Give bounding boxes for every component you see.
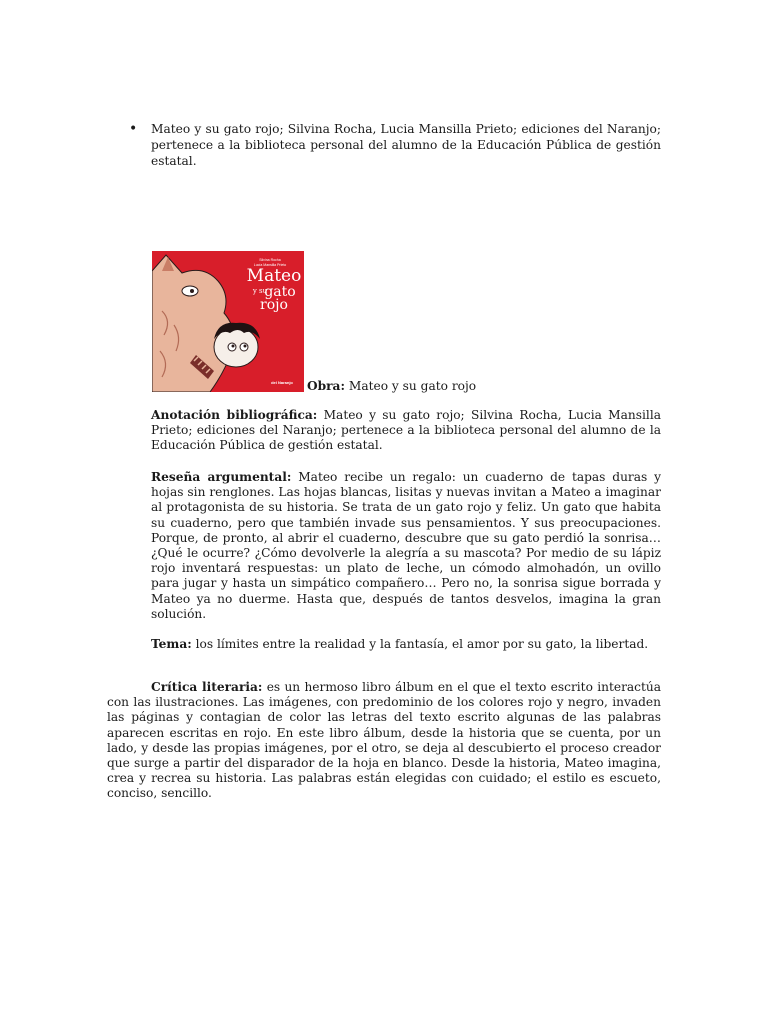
critica-paragraph [107, 680, 661, 802]
book-cover-illustration [152, 251, 304, 392]
resena-label: Reseña argumental: [151, 470, 292, 484]
anotacion-paragraph [151, 408, 661, 454]
resena-paragraph [151, 470, 661, 622]
tema-paragraph [151, 637, 661, 652]
cover-title-line1: Mateo [246, 266, 302, 286]
cover-title-line3: gato [264, 284, 296, 300]
tema-text: los límites entre la realidad y la fantasía, el amor por su gato, la libertad. [195, 637, 649, 651]
cover-author-2: Lucía Mansilla Prieto [253, 263, 287, 267]
cover-author-1: Silvina Rocha [259, 258, 281, 262]
resena-text: Mateo recibe un regalo: un cuaderno de tapas duras y hojas sin renglones. Las hojas blancas, lisitas y nuevas invitan a Mateo a imaginar al protagonista de su historia. Se trata de un gato rojo y feliz. Un gato que habita su cuaderno, pero que también invade sus pensamientos. Y sus preocupaciones. Porque, de pronto, al abrir el cuaderno, descubre que su gato perdió la sonrisa… ¿Qué le ocurre? ¿Cómo devolverle la alegría a su mascota? Por medio de su lápiz rojo inventará respuestas: un plato de leche, un cómodo almohadón, un ovillo para jugar y hasta un simpático compañero… Pero no, la sonrisa sigue borrada y Mateo ya no duerme. Hasta que, después de tantos desvelos, imagina la gran solución. [151, 470, 662, 621]
critica-text: es un hermoso libro álbum en el que el texto escrito interactúa con las ilustraciones. Las imágenes, con predominio de los colores rojo y negro, invaden las páginas y contagian de color las letras del texto escrito algunas de las palabras aparecen escritas en rojo. En este libro álbum, desde la historia que se cuenta, por un lado, y desde las propias imágenes, por el otro, se deja al descubierto el proceso creador que surge a partir del disparador de la hoja en blanco. Desde la historia, Mateo imagina, crea y recrea su historia. Las palabras están elegidas con cuidado; el estilo es escueto, conciso, sencillo. [107, 680, 661, 801]
cover-publisher: del Naranjo [271, 380, 293, 385]
bullet-reference: Mateo y su gato rojo; Silvina Rocha, Lucia Mansilla Prieto; ediciones del Naranjo; pertenece a la biblioteca personal del alumno de la Educación Pública de gestión estatal. [151, 122, 661, 168]
obra-line [307, 378, 476, 394]
obra-value: Mateo y su gato rojo [348, 379, 477, 393]
obra-label: Obra: [307, 379, 345, 393]
bullet-icon: • [129, 121, 138, 137]
anotacion-text: Mateo y su gato rojo; Silvina Rocha, Lucia Mansilla Prieto; ediciones del Naranjo; pertenece a la biblioteca personal del alumno de la Educación Pública de gestión estatal. [151, 408, 661, 453]
cover-title-line2: y su [252, 287, 268, 295]
tema-label: Tema: [151, 637, 192, 651]
critica-label: Crítica literaria: [151, 680, 263, 694]
anotacion-label: Anotación bibliográfica: [151, 408, 318, 422]
book-cover-image [152, 251, 304, 392]
cover-title-line4: rojo [260, 297, 288, 313]
